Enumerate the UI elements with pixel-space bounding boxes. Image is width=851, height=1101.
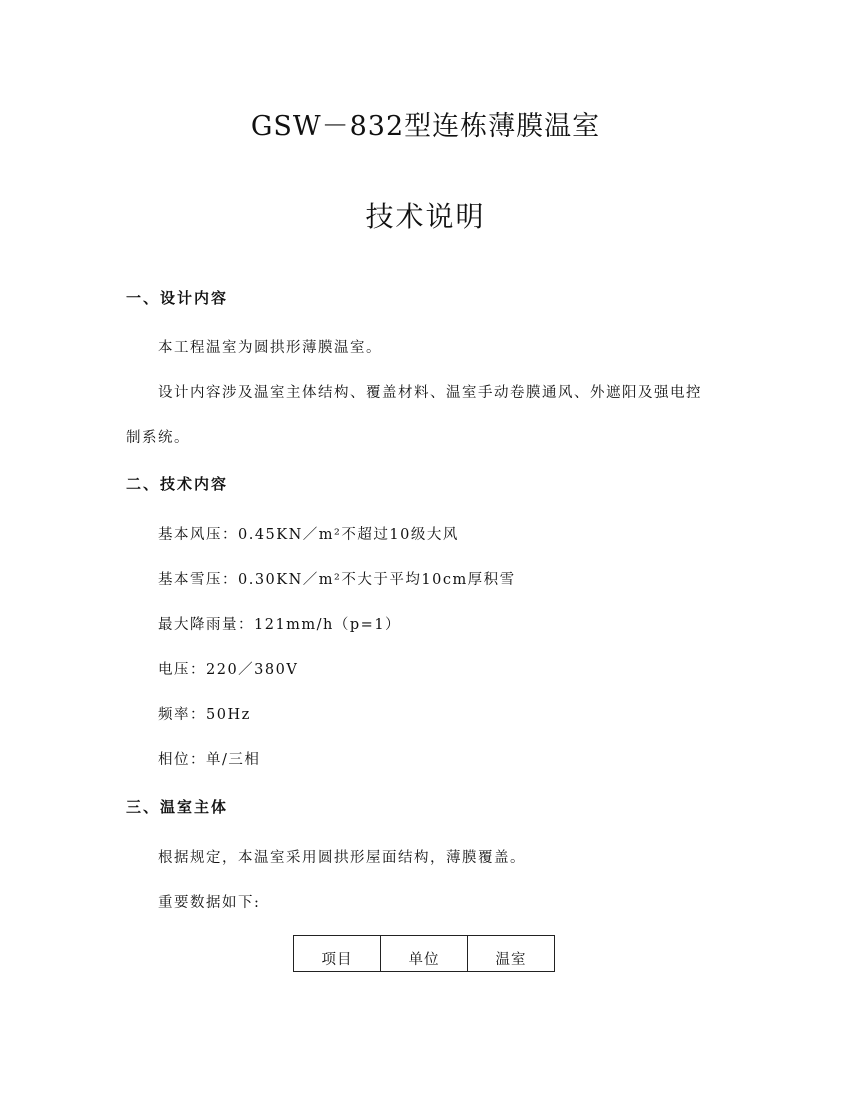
section-heading-technical: 二、技术内容 <box>126 475 229 493</box>
data-table <box>293 935 555 972</box>
paragraph: 根据规定，本温室采用圆拱形屋面结构，薄膜覆盖。 <box>158 850 526 866</box>
spec-wind-pressure: 基本风压：0.45KN／m²不超过10级大风 <box>158 527 459 543</box>
table-header-unit: 单位 <box>381 936 468 972</box>
spec-frequency: 频率：50Hz <box>158 707 251 723</box>
document-subtitle: 技术说明 <box>365 200 486 233</box>
table-header-item: 项目 <box>294 936 381 972</box>
section-heading-main-body: 三、温室主体 <box>126 798 229 816</box>
table-header-greenhouse: 温室 <box>468 936 555 972</box>
spec-max-rainfall: 最大降雨量：121mm/h（p=1） <box>158 617 402 633</box>
paragraph: 本工程温室为圆拱形薄膜温室。 <box>158 340 382 356</box>
spec-phase: 相位：单/三相 <box>158 752 261 768</box>
document-title: GSW－832型连栋薄膜温室 <box>250 111 601 142</box>
paragraph: 重要数据如下: <box>158 895 261 911</box>
section-heading-design: 一、设计内容 <box>126 289 229 307</box>
spec-voltage: 电压：220／380V <box>158 662 299 678</box>
spec-snow-pressure: 基本雪压：0.30KN／m²不大于平均10cm厚积雪 <box>158 572 516 588</box>
paragraph: 设计内容涉及温室主体结构、覆盖材料、温室手动卷膜通风、外遮阳及强电控 <box>158 385 702 401</box>
paragraph: 制系统。 <box>126 430 190 446</box>
table-header-row <box>294 936 555 972</box>
